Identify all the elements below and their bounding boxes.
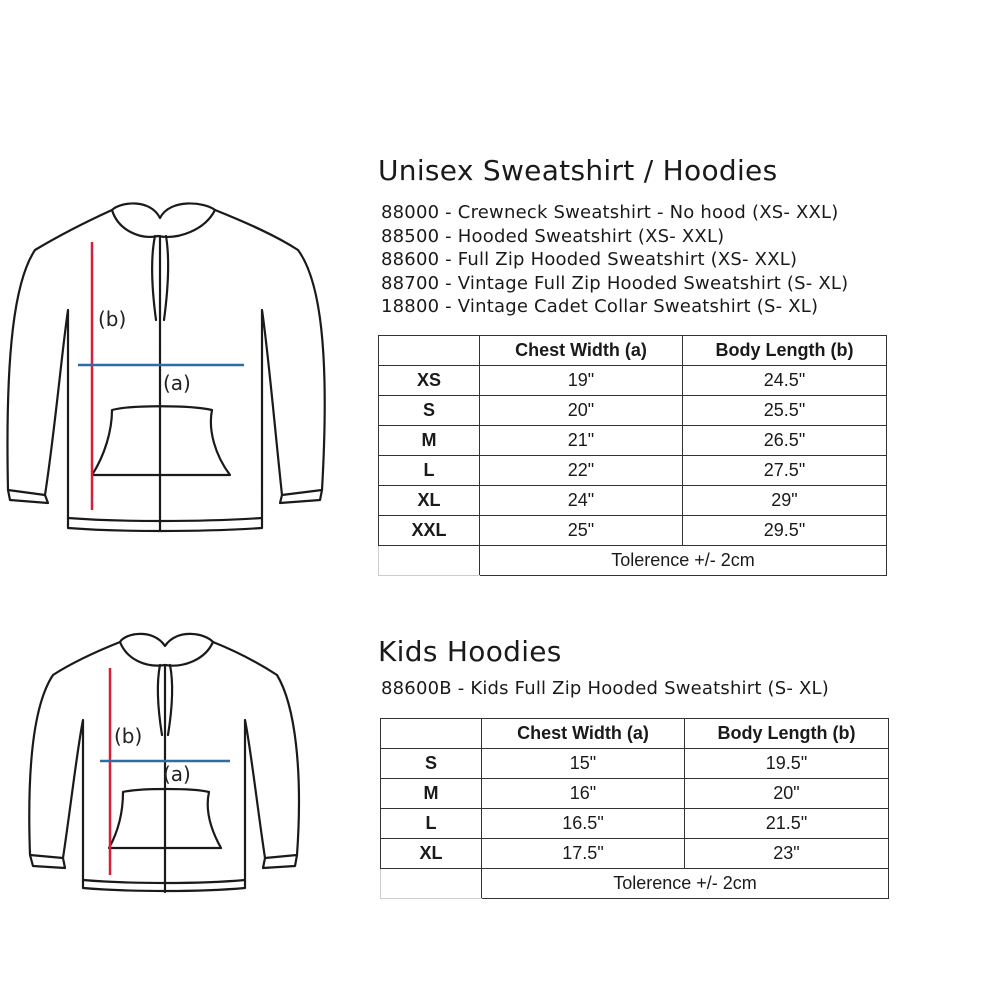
product-item: 88600 - Full Zip Hooded Sweatshirt (XS- XXL) <box>381 249 798 270</box>
size-cell: XS <box>379 366 480 396</box>
header-blank <box>381 719 482 749</box>
length-cell: 27.5" <box>683 456 887 486</box>
header-blank <box>379 336 480 366</box>
chest-cell: 17.5" <box>482 839 685 869</box>
chest-cell: 20" <box>480 396 683 426</box>
length-cell: 20" <box>685 779 889 809</box>
product-item: 18800 - Vintage Cadet Collar Sweatshirt (S- XL) <box>381 296 819 317</box>
product-item: 88700 - Vintage Full Zip Hooded Sweatshirt (S- XL) <box>381 272 849 294</box>
size-cell: L <box>379 456 480 486</box>
tolerance-row <box>379 546 887 576</box>
tolerance-blank-cell <box>379 546 480 576</box>
chest-cell: 22" <box>480 456 683 486</box>
kids-product-list <box>381 677 829 701</box>
size-cell: S <box>381 749 482 779</box>
label-b: (b) <box>114 724 143 748</box>
kids-size-table <box>380 718 889 899</box>
chest-cell: 16.5" <box>482 809 685 839</box>
table-row <box>379 396 887 426</box>
hoodie-outline <box>7 203 324 531</box>
product-item: 88500 - Hooded Sweatshirt (XS- XXL) <box>381 225 725 247</box>
size-cell: M <box>379 426 480 456</box>
table-row <box>379 426 887 456</box>
header-body-length: Body Length (b) <box>685 719 889 749</box>
length-cell: 19.5" <box>685 749 889 779</box>
size-cell: XXL <box>379 516 480 546</box>
size-cell: XL <box>381 839 482 869</box>
chest-cell: 16" <box>482 779 685 809</box>
table-row <box>381 749 889 779</box>
unisex-size-table <box>378 335 887 576</box>
table-row <box>379 456 887 486</box>
tolerance-row <box>381 869 889 899</box>
table-row <box>379 486 887 516</box>
label-b: (b) <box>98 307 127 331</box>
tolerance-blank-cell <box>381 869 482 899</box>
size-cell: L <box>381 809 482 839</box>
unisex-hoodie-diagram <box>0 200 340 540</box>
tolerance-note: Tolerence +/- 2cm <box>482 869 889 899</box>
length-cell: 21.5" <box>685 809 889 839</box>
length-cell: 23" <box>685 839 889 869</box>
size-cell: M <box>381 779 482 809</box>
tolerance-note: Tolerence +/- 2cm <box>480 546 887 576</box>
chest-cell: 21" <box>480 426 683 456</box>
chest-cell: 25" <box>480 516 683 546</box>
chest-cell: 19" <box>480 366 683 396</box>
label-a: (a) <box>163 762 191 786</box>
length-cell: 24.5" <box>683 366 887 396</box>
unisex-title: Unisex Sweatshirt / Hoodies <box>378 154 778 187</box>
kids-hoodie-diagram <box>25 630 315 900</box>
table-row <box>381 839 889 869</box>
unisex-hoodie-illustration <box>0 200 340 540</box>
length-cell: 26.5" <box>683 426 887 456</box>
table-row <box>379 366 887 396</box>
size-cell: S <box>379 396 480 426</box>
header-chest-width: Chest Width (a) <box>482 719 685 749</box>
table-row <box>381 779 889 809</box>
label-a: (a) <box>163 371 191 395</box>
length-cell: 29.5" <box>683 516 887 546</box>
product-item: 88000 - Crewneck Sweatshirt - No hood (XS- XXL) <box>381 202 839 223</box>
table-row <box>379 516 887 546</box>
product-item: 88600B - Kids Full Zip Hooded Sweatshirt (S- XL) <box>381 678 829 699</box>
table-row <box>381 809 889 839</box>
length-cell: 29" <box>683 486 887 516</box>
table-header-row <box>381 719 889 749</box>
chest-cell: 24" <box>480 486 683 516</box>
table-header-row <box>379 336 887 366</box>
kids-hoodie-illustration <box>25 630 315 900</box>
chest-cell: 15" <box>482 749 685 779</box>
length-cell: 25.5" <box>683 396 887 426</box>
header-body-length: Body Length (b) <box>683 336 887 366</box>
header-chest-width: Chest Width (a) <box>480 336 683 366</box>
unisex-product-list <box>381 201 848 319</box>
kids-title: Kids Hoodies <box>378 635 562 668</box>
size-cell: XL <box>379 486 480 516</box>
